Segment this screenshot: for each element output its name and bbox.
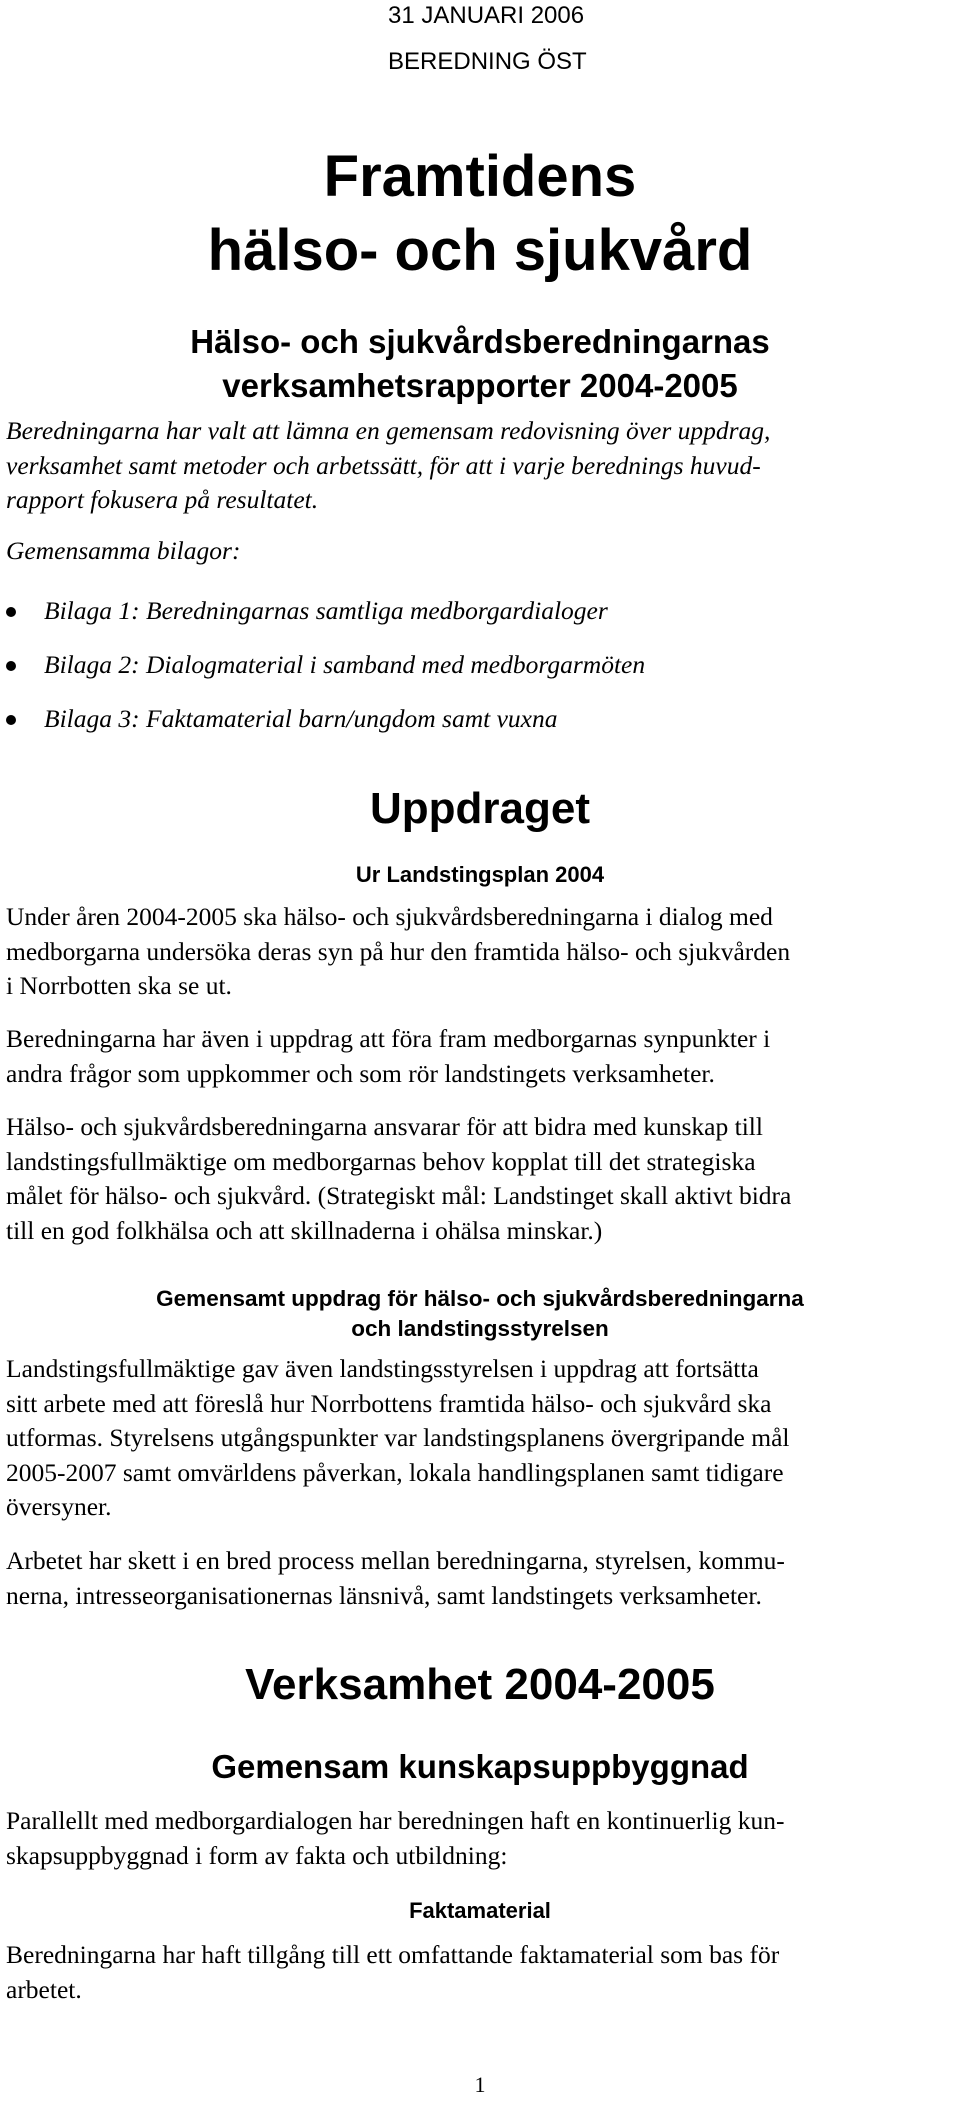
joint-paragraph-2 xyxy=(6,1544,954,1613)
paragraph-line: Beredningarna har haft tillgång till ett omfattande faktamaterial som bas för xyxy=(6,1940,780,1969)
paragraph-line: andra frågor som uppkommer och som rör landstingets verksamheter. xyxy=(6,1058,715,1088)
title-line-1: Framtidens xyxy=(323,144,637,209)
title-line-2: hälso- och sjukvård xyxy=(207,218,753,283)
section-subheading-landstingsplan: Ur Landstingsplan 2004 xyxy=(355,862,605,887)
header-committee: BEREDNING ÖST xyxy=(388,48,587,75)
paragraph-line: medborgarna undersöka deras syn på hur den framtida hälso- och sjukvården xyxy=(6,936,791,966)
appendix-item-label: Bilaga 3: Faktamaterial barn/ungdom samt vuxna xyxy=(44,704,558,733)
intro-line: Beredningarna har valt att lämna en gemensam redovisning över uppdrag, xyxy=(6,416,771,445)
bullet-icon xyxy=(6,715,16,725)
subtitle-line-1: Hälso- och sjukvårdsberedningarnas xyxy=(190,323,770,360)
list-item xyxy=(0,648,960,702)
paragraph-line: Landstingsfullmäktige gav även landstingsstyrelsen i uppdrag att fortsätta xyxy=(6,1354,759,1383)
joint-heading-line-1: Gemensamt uppdrag för hälso- och sjukvårdsberedningarna xyxy=(156,1286,804,1311)
uppdraget-paragraph-1 xyxy=(6,900,954,1004)
document-subtitle xyxy=(0,320,960,408)
appendix-heading: Gemensamma bilagor: xyxy=(6,536,241,565)
paragraph-line: Hälso- och sjukvårdsberedningarna ansvarar för att bidra med kunskap till xyxy=(6,1112,763,1141)
verksamhet-paragraph-1 xyxy=(6,1804,954,1873)
joint-paragraph-1 xyxy=(6,1352,954,1525)
paragraph-line: 2005-2007 samt omvärldens påverkan, lokala handlingsplanen samt tidigare xyxy=(6,1457,784,1487)
appendix-item-label: Bilaga 2: Dialogmaterial i samband med medborgarmöten xyxy=(44,650,646,679)
list-item xyxy=(0,594,960,648)
paragraph-line: i Norrbotten ska se ut. xyxy=(6,971,232,1000)
appendix-item-label: Bilaga 1: Beredningarnas samtliga medborgardialoger xyxy=(44,596,608,625)
header-date: 31 JANUARI 2006 xyxy=(388,2,585,29)
section-subheading-kunskapsuppbyggnad: Gemensam kunskapsuppbyggnad xyxy=(211,1748,749,1785)
paragraph-line: Beredningarna har även i uppdrag att föra fram medborgarnas synpunkter i xyxy=(6,1024,771,1053)
paragraph-line: till en god folkhälsa och att skillnaderna i ohälsa minskar.) xyxy=(6,1215,603,1245)
uppdraget-paragraph-2 xyxy=(6,1022,954,1091)
bullet-icon xyxy=(6,607,16,617)
joint-heading-line-2: och landstingsstyrelsen xyxy=(351,1316,609,1341)
paragraph-line: nerna, intresseorganisationernas länsnivå, samt landstingets verksamheter. xyxy=(6,1580,762,1610)
section-heading-verksamhet: Verksamhet 2004-2005 xyxy=(245,1660,715,1709)
paragraph-line: utformas. Styrelsens utgångspunkter var landstingsplanens övergripande mål xyxy=(6,1423,790,1452)
intro-line: rapport fokusera på resultatet. xyxy=(6,485,319,514)
page-number: 1 xyxy=(474,2072,486,2097)
paragraph-line: målet för hälso- och sjukvård. (Strategiskt mål: Landstinget skall aktivt bidra xyxy=(6,1181,792,1210)
bullet-icon xyxy=(6,661,16,671)
subtitle-line-2: verksamhetsrapporter 2004-2005 xyxy=(222,367,738,404)
appendix-list xyxy=(0,594,960,756)
intro-paragraph xyxy=(6,414,954,518)
paragraph-line: Parallellt med medborgardialogen har beredningen haft en kontinuerlig kun- xyxy=(6,1806,785,1835)
subheading-faktamaterial: Faktamaterial xyxy=(409,1898,551,1923)
uppdraget-paragraph-3 xyxy=(6,1110,954,1248)
paragraph-line: landstingsfullmäktige om medborgarnas behov kopplat till det strategiska xyxy=(6,1146,756,1176)
verksamhet-paragraph-2 xyxy=(6,1938,954,2007)
document-title xyxy=(0,140,960,288)
paragraph-line: Arbetet har skett i en bred process mellan beredningarna, styrelsen, kommu- xyxy=(6,1546,785,1575)
section-heading-uppdraget: Uppdraget xyxy=(370,784,590,833)
list-item xyxy=(0,702,960,756)
paragraph-line: arbetet. xyxy=(6,1974,82,2004)
intro-line: verksamhet samt metoder och arbetssätt, för att i varje berednings huvud- xyxy=(6,450,761,480)
paragraph-line: översyner. xyxy=(6,1492,112,1521)
paragraph-line: sitt arbete med att föreslå hur Norrbottens framtida hälso- och sjukvård ska xyxy=(6,1388,772,1418)
section-heading-joint xyxy=(0,1284,960,1344)
paragraph-line: Under åren 2004-2005 ska hälso- och sjukvårdsberedningarna i dialog med xyxy=(6,902,773,931)
paragraph-line: skapsuppbyggnad i form av fakta och utbildning: xyxy=(6,1840,508,1870)
